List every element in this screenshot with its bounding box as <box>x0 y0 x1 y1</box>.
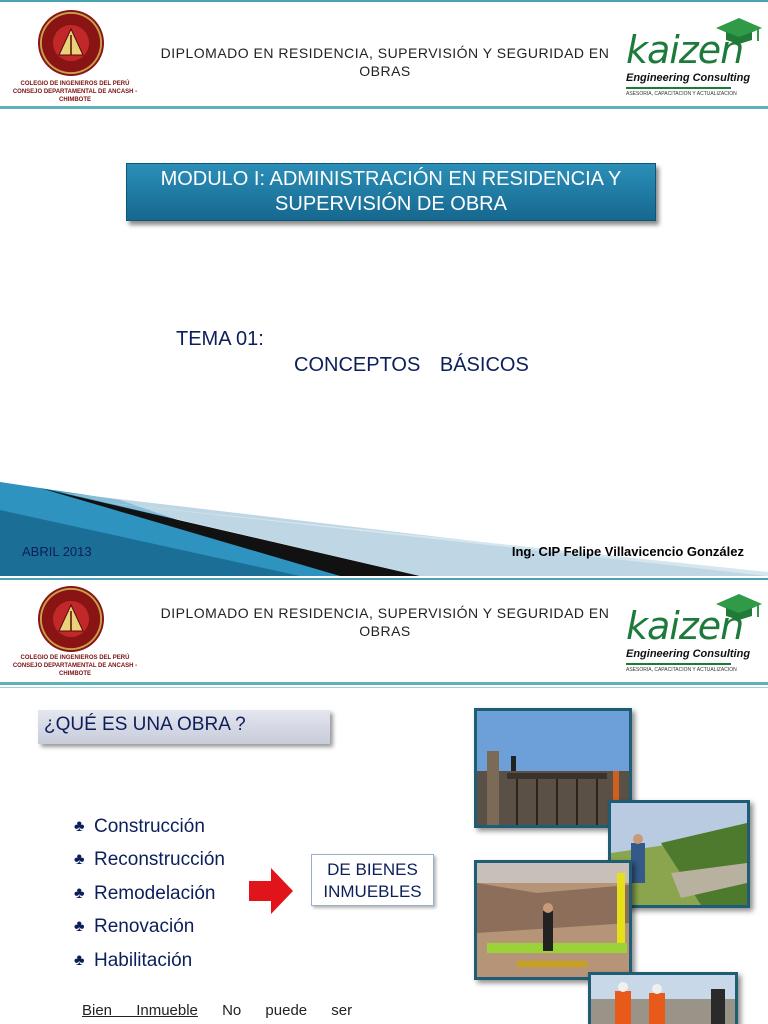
bienes-line-2: INMUEBLES <box>323 882 422 901</box>
obra-types-list <box>74 810 225 978</box>
list-item <box>74 911 225 945</box>
college-line-1: COLEGIO DE INGENIEROS DEL PERÚ <box>20 81 130 87</box>
definition-text: No puede ser <box>222 1002 353 1019</box>
kaizen-underline <box>626 87 731 89</box>
list-item-text: Renovación <box>94 916 195 938</box>
kaizen-subtitle: Engineering Consulting <box>626 648 751 660</box>
diploma-title: DIPLOMADO EN RESIDENCIA, SUPERVISIÓN Y SEGURIDAD EN OBRAS <box>160 605 610 639</box>
module-line-2: SUPERVISIÓN DE OBRA <box>275 193 507 215</box>
slide-header <box>0 0 768 110</box>
kaizen-wordmark: kaizen <box>626 604 744 648</box>
list-item <box>74 810 225 844</box>
list-item <box>74 944 225 978</box>
bien-inmueble-term: Bien Inmueble <box>82 1002 198 1019</box>
list-item-text: Reconstrucción <box>94 849 225 871</box>
tema-label: TEMA 01: <box>176 328 264 350</box>
kaizen-logo <box>624 16 764 106</box>
list-item-text: Remodelación <box>94 882 216 904</box>
college-seal-logo <box>38 10 104 76</box>
kaizen-wordmark: kaizen <box>626 28 744 72</box>
content-slide <box>0 578 768 1024</box>
college-line-2: CONSEJO DEPARTAMENTAL DE ANCASH - <box>12 663 138 669</box>
bien-inmueble-definition <box>82 1002 352 1019</box>
college-line-2: CONSEJO DEPARTAMENTAL DE ANCASH - <box>12 89 138 95</box>
list-item <box>74 877 225 911</box>
college-seal-logo <box>38 586 104 652</box>
list-item-text: Habilitación <box>94 949 193 971</box>
kaizen-subtitle: Engineering Consulting <box>626 72 751 84</box>
header-divider-thin <box>0 687 768 688</box>
club-bullet-icon: ♣ <box>74 918 85 936</box>
seal-emblem-icon <box>57 603 85 633</box>
kaizen-tagline: ASESORIA, CAPACITACION Y ACTUALIZACION <box>626 667 737 673</box>
kaizen-tagline: ASESORIA, CAPACITACION Y ACTUALIZACION <box>626 91 737 97</box>
bienes-inmuebles-box <box>311 854 434 906</box>
list-item-text: Construcción <box>94 815 205 837</box>
header-divider <box>0 106 768 109</box>
bienes-line-1: DE BIENES <box>327 860 418 879</box>
header-divider <box>0 682 768 685</box>
college-line-3: CHIMBOTE <box>59 97 91 103</box>
club-bullet-icon: ♣ <box>74 884 85 902</box>
seal-emblem-icon <box>57 27 85 57</box>
college-line-3: CHIMBOTE <box>59 671 91 677</box>
club-bullet-icon: ♣ <box>74 817 85 835</box>
module-banner <box>126 163 656 221</box>
right-arrow-icon <box>249 868 293 914</box>
author-name: Ing. CIP Felipe Villavicencio González <box>511 544 744 559</box>
construction-photo-4 <box>588 972 738 1024</box>
footer-swoosh <box>0 480 768 576</box>
kaizen-underline <box>626 663 731 665</box>
list-item <box>74 844 225 878</box>
tema-title: CONCEPTOS BÁSICOS <box>294 354 529 376</box>
club-bullet-icon: ♣ <box>74 951 85 969</box>
construction-photo-3 <box>474 860 632 980</box>
presentation-date: ABRIL 2013 <box>22 544 92 559</box>
college-name <box>0 80 150 104</box>
question-heading: ¿QUÉ ES UNA OBRA ? <box>38 710 330 744</box>
college-line-1: COLEGIO DE INGENIEROS DEL PERÚ <box>20 655 130 661</box>
diploma-title: DIPLOMADO EN RESIDENCIA, SUPERVISIÓN Y SEGURIDAD EN OBRAS <box>160 45 610 79</box>
club-bullet-icon: ♣ <box>74 851 85 869</box>
college-name <box>0 654 150 678</box>
kaizen-logo <box>624 592 764 682</box>
slide-header <box>0 578 768 686</box>
module-line-1: MODULO I: ADMINISTRACIÓN EN RESIDENCIA Y <box>160 168 622 190</box>
